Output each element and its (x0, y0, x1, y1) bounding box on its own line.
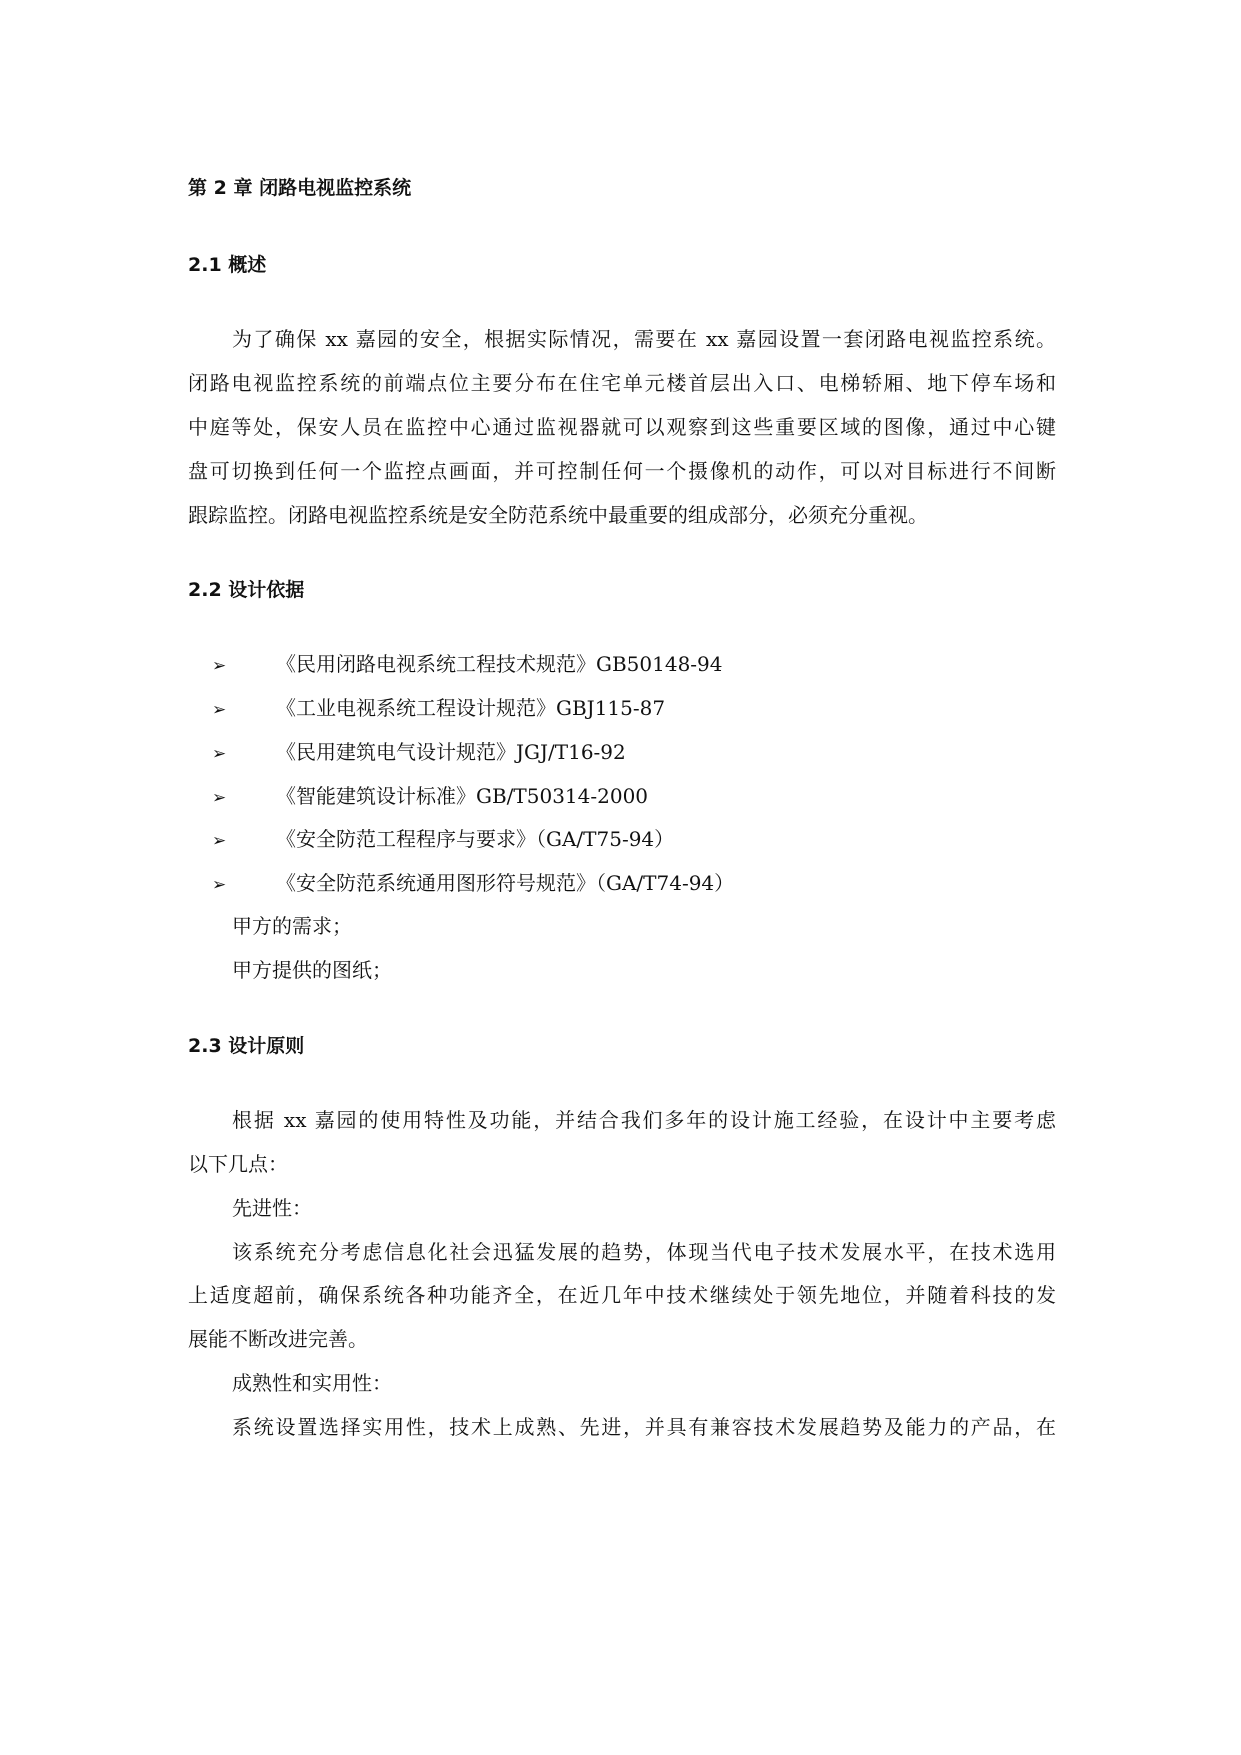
paragraph-line: 以下几点： (188, 1152, 288, 1176)
section-heading-2-1: 2.1 概述 (188, 254, 267, 276)
paragraph-line: 中庭等处，保安人员在监控中心通过监视器就可以观察到这些重要区域的图像，通过中心键 (188, 415, 1056, 439)
list-item: ➢ 《智能建筑设计标准》GB/T50314-2000 (212, 783, 648, 811)
section-heading-2-3: 2.3 设计原则 (188, 1035, 305, 1057)
list-item: ➢ 《民用闭路电视系统工程技术规范》GB50148-94 (212, 651, 723, 679)
paragraph-line: 该系统充分考虑信息化社会迅猛发展的趋势，体现当代电子技术发展水平，在技术选用 (232, 1240, 1056, 1264)
paragraph-line: 甲方的需求； (232, 914, 352, 938)
paragraph-line: 上适度超前，确保系统各种功能齐全，在近几年中技术继续处于领先地位，并随着科技的发 (188, 1283, 1056, 1307)
arrow-bullet-icon: ➢ (212, 656, 227, 676)
arrow-bullet-icon: ➢ (212, 788, 227, 808)
arrow-bullet-icon: ➢ (212, 744, 227, 764)
section-heading-2-2: 2.2 设计依据 (188, 579, 305, 601)
list-item: ➢ 《安全防范系统通用图形符号规范》（GA/T74-94） (212, 870, 734, 898)
list-item: ➢ 《民用建筑电气设计规范》JGJ/T16-92 (212, 739, 626, 767)
arrow-bullet-icon: ➢ (212, 700, 227, 720)
item-title: 先进性： (232, 1196, 312, 1220)
item-title: 成熟性和实用性： (232, 1371, 392, 1395)
paragraph-line: 为了确保 xx 嘉园的安全，根据实际情况，需要在 xx 嘉园设置一套闭路电视监控系统。 (232, 327, 1056, 351)
paragraph-line: 展能不断改进完善。 (188, 1327, 368, 1351)
list-item: ➢ 《工业电视系统工程设计规范》GBJ115-87 (212, 695, 665, 723)
paragraph-line: 跟踪监控。闭路电视监控系统是安全防范系统中最重要的组成部分，必须充分重视。 (188, 503, 928, 527)
paragraph-line: 甲方提供的图纸； (232, 958, 392, 982)
chapter-title: 第 2 章 闭路电视监控系统 (188, 177, 412, 199)
paragraph-line: 系统设置选择实用性，技术上成熟、先进，并具有兼容技术发展趋势及能力的产品，在 (232, 1415, 1056, 1439)
list-item: ➢ 《安全防范工程程序与要求》（GA/T75-94） (212, 826, 674, 854)
arrow-bullet-icon: ➢ (212, 831, 227, 851)
arrow-bullet-icon: ➢ (212, 875, 227, 895)
paragraph-line: 闭路电视监控系统的前端点位主要分布在住宅单元楼首层出入口、电梯轿厢、地下停车场和 (188, 371, 1056, 395)
paragraph-line: 根据 xx 嘉园的使用特性及功能，并结合我们多年的设计施工经验，在设计中主要考虑 (232, 1108, 1056, 1132)
paragraph-line: 盘可切换到任何一个监控点画面，并可控制任何一个摄像机的动作，可以对目标进行不间断 (188, 459, 1056, 483)
